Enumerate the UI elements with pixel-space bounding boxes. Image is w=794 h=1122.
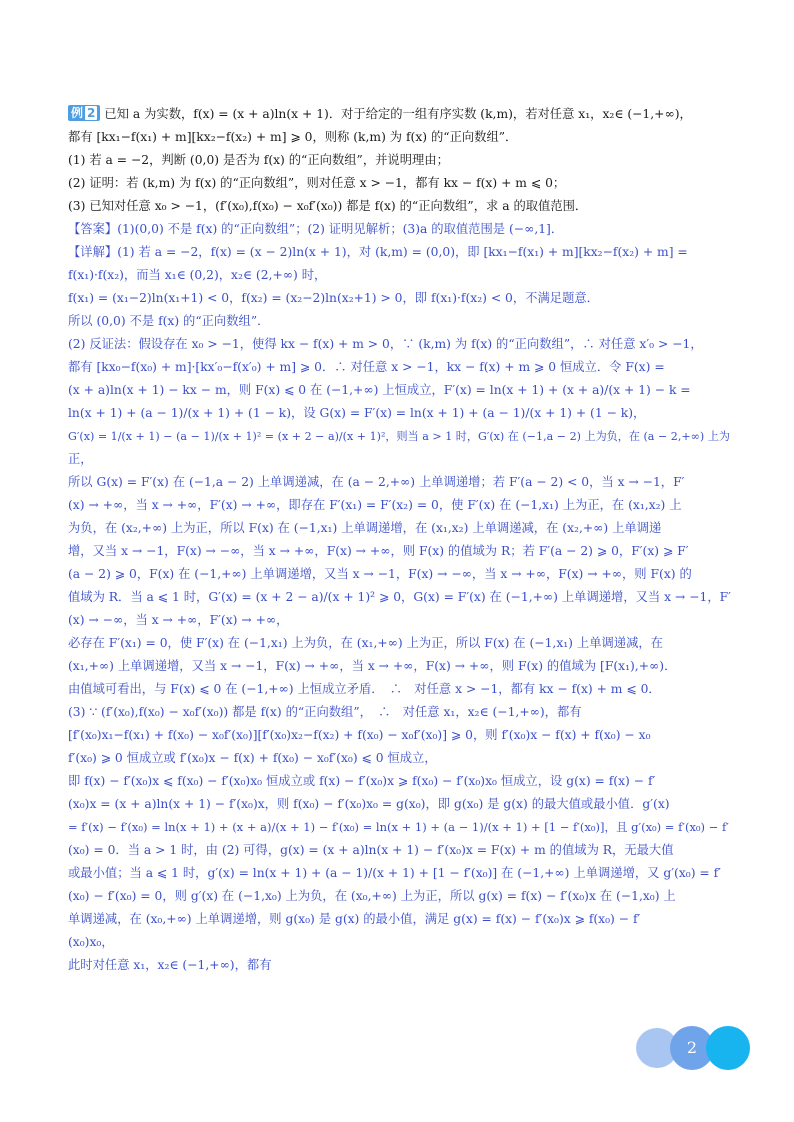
page-number-badge: [636, 1026, 752, 1070]
solution-line: 所以 G(x) = F′(x) 在 (−1,a − 2) 上单调递减，在 (a − 2,+∞) 上单调递增；若 F′(a − 2) < 0，当 x → −1，F′: [68, 475, 685, 489]
solution-line: (2) 反证法：假设存在 x₀ > −1，使得 kx − f(x) + m > 0，∵ (k,m) 为 f(x) 的“正向数组”，∴ 对任意 x′₀ > −1，: [68, 337, 703, 351]
solution-line: (3) ∵ (f′(x₀),f(x₀) − x₀f′(x₀)) 都是 f(x) 的“正向数组”， ∴ 对任意 x₁，x₂∈ (−1,+∞)，都有: [68, 705, 582, 719]
solution-line: 增，又当 x → −1，F(x) → −∞，当 x → +∞，F(x) → +∞，则 F(x) 的值域为 R；若 F′(a − 2) ⩾ 0，F′(x) ⩾ F′: [68, 544, 689, 558]
solution-line: [f′(x₀)x₁−f(x₁) + f(x₀) − x₀f′(x₀)][f′(x₀)x₂−f(x₂) + f(x₀) − x₀f′(x₀)] ⩾ 0，则 f′(x₀)x − f(x) + f(x₀) − x₀: [68, 728, 651, 742]
solution-line: = f′(x) − f′(x₀) = ln(x + 1) + (x + a)/(x + 1) − f′(x₀) = ln(x + 1) + (a − 1)/(x + 1) + [1 − f′(x₀)]，且 g′(x₀) = f′(x₀) − f′: [68, 820, 729, 834]
question-part-1: (1) 若 a = −2，判断 (0,0) 是否为 f(x) 的“正向数组”，并说明理由；: [68, 153, 449, 167]
solution-line: 或最小值；当 a ⩽ 1 时，g′(x) = ln(x + 1) + (a − 1)/(x + 1) + [1 − f′(x₀)] 在 (−1,+∞) 上单调递增，又 g′(x₀) = f′: [68, 866, 721, 880]
solution-line: f′(x₀) ⩾ 0 恒成立或 f′(x₀)x − f(x) + f(x₀) − x₀f′(x₀) ⩽ 0 恒成立，: [68, 751, 437, 765]
solution-line: (x) → −∞，当 x → +∞，F′(x) → +∞，: [68, 613, 289, 627]
solution-line: (x₀) − f′(x₀) = 0，则 g′(x) 在 (−1,x₀) 上为负，在 (x₀,+∞) 上为正，所以 g(x) = f(x) − f′(x₀)x 在 (−1,x₀) 上: [68, 889, 676, 903]
solution-line: f(x₁) = (x₁−2)ln(x₁+1) < 0，f(x₂) = (x₂−2)ln(x₂+1) > 0，即 f(x₁)·f(x₂) < 0，不满足题意．: [68, 291, 599, 305]
solution-line: G′(x) = 1/(x + 1) − (a − 1)/(x + 1)² = (x + 2 − a)/(x + 1)²，则当 a > 1 时，G′(x) 在 (−1,a − 2) 上为负，在 (a − 2,+∞) 上为: [68, 430, 730, 443]
solution-line: (x₀)x = (x + a)ln(x + 1) − f′(x₀)x，则 f(x₀) − f′(x₀)x₀ = g(x₀)，即 g(x₀) 是 g(x) 的最大值或最小值．g′(x): [68, 797, 670, 811]
question-line-1: 例 2 已知 a 为实数，f(x) = (x + a)ln(x + 1)．对于给定的一组有序实数 (k,m)，若对任意 x₁，x₂∈ (−1,+∞)，: [68, 103, 732, 126]
content-body: [68, 103, 732, 977]
example-badge: 例 2: [68, 105, 100, 121]
solution-line: (x + a)ln(x + 1) − kx − m，则 F(x) ⩽ 0 在 (−1,+∞) 上恒成立，F′(x) = ln(x + 1) + (x + a)/(x + 1) − k =: [68, 383, 691, 397]
question-line-2: 都有 [kx₁−f(x₁) + m][kx₂−f(x₂) + m] ⩾ 0，则称 (k,m) 为 f(x) 的“正向数组”．: [68, 130, 518, 144]
solution-line: 都有 [kx₀−f(x₀) + m]·[kx′₀−f(x′₀) + m] ⩾ 0．∴ 对任意 x > −1，kx − f(x) + m ⩾ 0 恒成立．令 F(x) =: [68, 360, 665, 374]
solution-line: 【答案】(1)(0,0) 不是 f(x) 的“正向数组”；(2) 证明见解析；(3)a 的取值范围是 (−∞,1]．: [68, 222, 564, 236]
solution-line: 【详解】(1) 若 a = −2，f(x) = (x − 2)ln(x + 1)，对 (k,m) = (0,0)，即 [kx₁−f(x₁) + m][kx₂−f(x₂) + m] =: [68, 245, 688, 259]
solution-line: 必存在 F′(x₁) = 0，使 F′(x) 在 (−1,x₁) 上为负，在 (x₁,+∞) 上为正，所以 F(x) 在 (−1,x₁) 上单调递减，在: [68, 636, 663, 650]
solution-line: 即 f(x) − f′(x₀)x ⩽ f(x₀) − f′(x₀)x₀ 恒成立或 f(x) − f′(x₀)x ⩾ f(x₀) − f′(x₀)x₀ 恒成立，设 g(x) = f(x) − f′: [68, 774, 656, 788]
page-number: 2: [686, 1038, 698, 1057]
solution-line: f(x₁)·f(x₂)，而当 x₁∈ (0,2)，x₂∈ (2,+∞) 时，: [68, 268, 327, 282]
solution-line: ln(x + 1) + (a − 1)/(x + 1) + (1 − k)，设 G(x) = F′(x) = ln(x + 1) + (a − 1)/(x + 1) + (1 − k)，: [68, 406, 646, 420]
solution-line: 此时对任意 x₁，x₂∈ (−1,+∞)，都有: [68, 958, 272, 972]
solution-line: (x₀)x₀，: [68, 935, 114, 949]
solution-line: 正，: [68, 452, 93, 466]
solution-line: 由值域可看出，与 F(x) ⩽ 0 在 (−1,+∞) 上恒成立矛盾． ∴ 对任意 x > −1，都有 kx − f(x) + m ⩽ 0．: [68, 682, 661, 696]
solution-line: 值域为 R．当 a ⩽ 1 时，G′(x) = (x + 2 − a)/(x + 1)² ⩾ 0，G(x) = F′(x) 在 (−1,+∞) 上单调递增，又当 x → −1，F′: [68, 590, 731, 604]
solution-line: 所以 (0,0) 不是 f(x) 的“正向数组”．: [68, 314, 270, 328]
solution-line: 为负，在 (x₂,+∞) 上为正，所以 F(x) 在 (−1,x₁) 上单调递增，在 (x₁,x₂) 上单调递减，在 (x₂,+∞) 上单调递: [68, 521, 662, 535]
solution-line: (x) → +∞，当 x → +∞，F′(x) → +∞，即存在 F′(x₁) = F′(x₂) = 0，使 F′(x) 在 (−1,x₁) 上为正，在 (x₁,x₂) 上: [68, 498, 682, 512]
solution-line: (x₀) = 0．当 a > 1 时，由 (2) 可得，g(x) = (x + a)ln(x + 1) − f′(x₀)x = F(x) + m 的值域为 R，无最大值: [68, 843, 674, 857]
question-part-2: (2) 证明：若 (k,m) 为 f(x) 的“正向数组”，则对任意 x > −1，都有 kx − f(x) + m ⩽ 0；: [68, 176, 566, 190]
solution-line: (x₁,+∞) 上单调递增，又当 x → −1，F(x) → +∞，当 x → +∞，F(x) → +∞，则 F(x) 的值域为 [F(x₁),+∞)．: [68, 659, 677, 673]
solution-line: 单调递减，在 (x₀,+∞) 上单调递增，则 g(x₀) 是 g(x) 的最小值，满足 g(x) = f(x) − f′(x₀)x ⩾ f(x₀) − f′: [68, 912, 641, 926]
solution-line: (a − 2) ⩾ 0，F(x) 在 (−1,+∞) 上单调递增，又当 x → −1，F(x) → −∞，当 x → +∞，F(x) → +∞，则 F(x) 的: [68, 567, 692, 581]
question-part-3: (3) 已知对任意 x₀ > −1，(f′(x₀),f(x₀) − x₀f′(x₀)) 都是 f(x) 的“正向数组”，求 a 的取值范围．: [68, 199, 588, 213]
